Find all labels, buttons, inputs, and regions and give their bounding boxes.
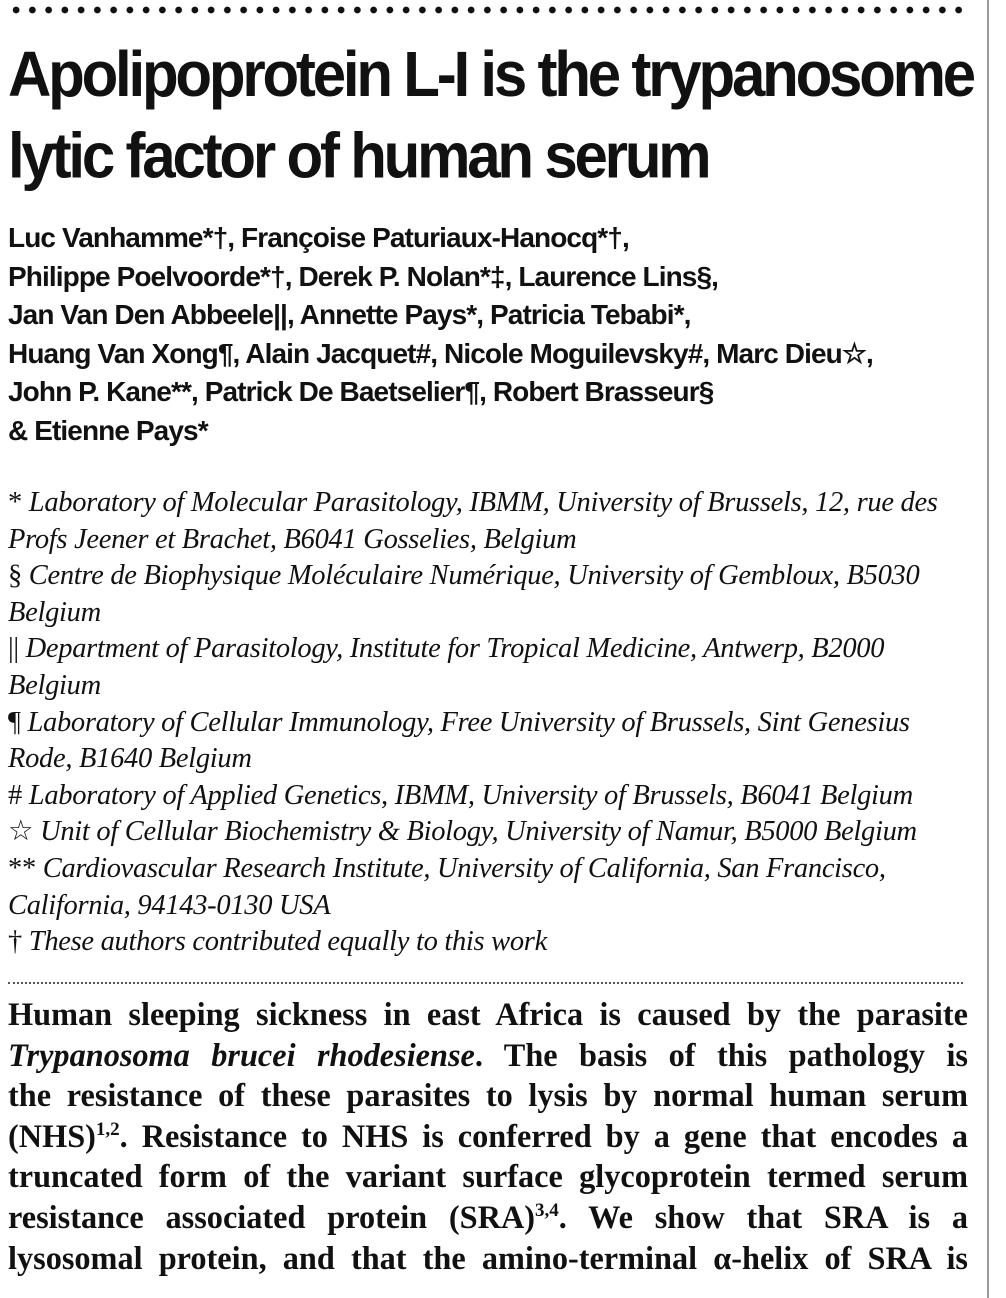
author-list: [8, 219, 988, 450]
citation-ref: 3,4: [535, 1200, 559, 1222]
abstract-line: (NHS)$^{1,2}$. Resistance to NHS is conferred by a gene that encodes a: [8, 1117, 968, 1154]
affiliation-list: [8, 485, 983, 961]
affiliation-text: Laboratory of Molecular Parasitology, IBMM, University of Brussels, 12, rue des: [28, 487, 938, 518]
affiliation-continuation: Belgium: [8, 669, 101, 701]
affiliation-text: Laboratory of Applied Genetics, IBMM, University of Brussels, B6041 Belgium: [28, 779, 913, 811]
affiliation-line: [8, 485, 983, 522]
affiliation-text: Unit of Cellular Biochemistry & Biology, University of Namur, B5000 Belgium: [40, 816, 917, 848]
species-name: Trypanosoma brucei rhodesiense: [8, 1036, 475, 1073]
abstract-line: resistance associated protein (SRA)$^{3,4}$. We show that SRA is a: [8, 1198, 968, 1235]
affiliation-text: Cardiovascular Research Institute, University of California, San Francisco,: [42, 852, 886, 884]
affiliation-symbol: **: [8, 852, 36, 884]
affiliation-continuation: Belgium: [8, 596, 101, 628]
affiliation-text: Laboratory of Cellular Immunology, Free University of Brussels, Sint Genesius: [27, 706, 910, 738]
affiliation-line: [8, 558, 983, 595]
affiliation-symbol: †: [8, 926, 22, 958]
affiliation-continuation: Rode, B1640 Belgium: [8, 743, 252, 775]
affiliation-symbol: ¶: [8, 706, 21, 738]
affiliation-line: [8, 705, 983, 742]
affiliation-line: [8, 778, 983, 815]
affiliation-continuation: Profs Jeener et Brachet, B6041 Gosselies, Belgium: [8, 523, 577, 555]
author-line: Philippe Poelvoorde*†, Derek P. Nolan*‡, Laurence Lins§,: [8, 260, 719, 292]
affiliation-line: [8, 814, 983, 851]
abstract-line: the resistance of these parasites to lysis by normal human serum: [8, 1077, 968, 1114]
affiliation-continuation: California, 94143-0130 USA: [8, 889, 331, 921]
affiliation-line: [8, 851, 983, 888]
author-line: Jan Van Den Abbeele||, Annette Pays*, Patricia Tebabi*,: [8, 299, 691, 330]
abstract-line: Human sleeping sickness in east Africa is caused by the parasite: [8, 996, 968, 1032]
title-line-2: lytic factor of human serum: [8, 119, 709, 192]
affiliation-text: Department of Parasitology, Institute for Tropical Medicine, Antwerp, B2000: [25, 633, 885, 665]
affiliation-symbol: §: [8, 560, 22, 592]
author-line: Huang Van Xong¶, Alain Jacquet#, Nicole Moguilevsky#, Marc Dieu☆,: [8, 337, 873, 369]
star-icon: ☆: [8, 816, 34, 848]
affiliation-symbol: *: [8, 487, 22, 518]
abstract: [8, 994, 968, 1278]
section-divider: [8, 982, 963, 984]
top-dotted-rule: [8, 3, 966, 17]
article-title: [8, 34, 988, 197]
affiliation-text: These authors contributed equally to this work: [28, 926, 547, 958]
affiliation-line: [8, 631, 983, 668]
author-line: Luc Vanhamme*†, Françoise Paturiaux-Hanocq*†,: [8, 222, 629, 253]
affiliation-line: [8, 924, 983, 961]
affiliation-text: Centre de Biophysique Moléculaire Numérique, University of Gembloux, B5030: [28, 560, 920, 592]
author-line: & Etienne Pays*: [8, 414, 208, 446]
citation-ref: 1,2: [95, 1119, 120, 1141]
abstract-line: Trypanosoma brucei rhodesiense. The basis of this pathology is: [8, 1036, 968, 1073]
affiliation-symbol: #: [8, 779, 22, 811]
title-line-1: Apolipoprotein L-I is the trypanosome: [8, 38, 973, 110]
affiliation-symbol: ||: [8, 633, 19, 665]
abstract-line: lysosomal protein, and that the amino-terminal α-helix of SRA is: [8, 1239, 968, 1276]
abstract-line: truncated form of the variant surface glycoprotein termed serum: [8, 1158, 968, 1195]
author-line: John P. Kane**, Patrick De Baetselier¶, Robert Brasseur§: [8, 376, 714, 407]
